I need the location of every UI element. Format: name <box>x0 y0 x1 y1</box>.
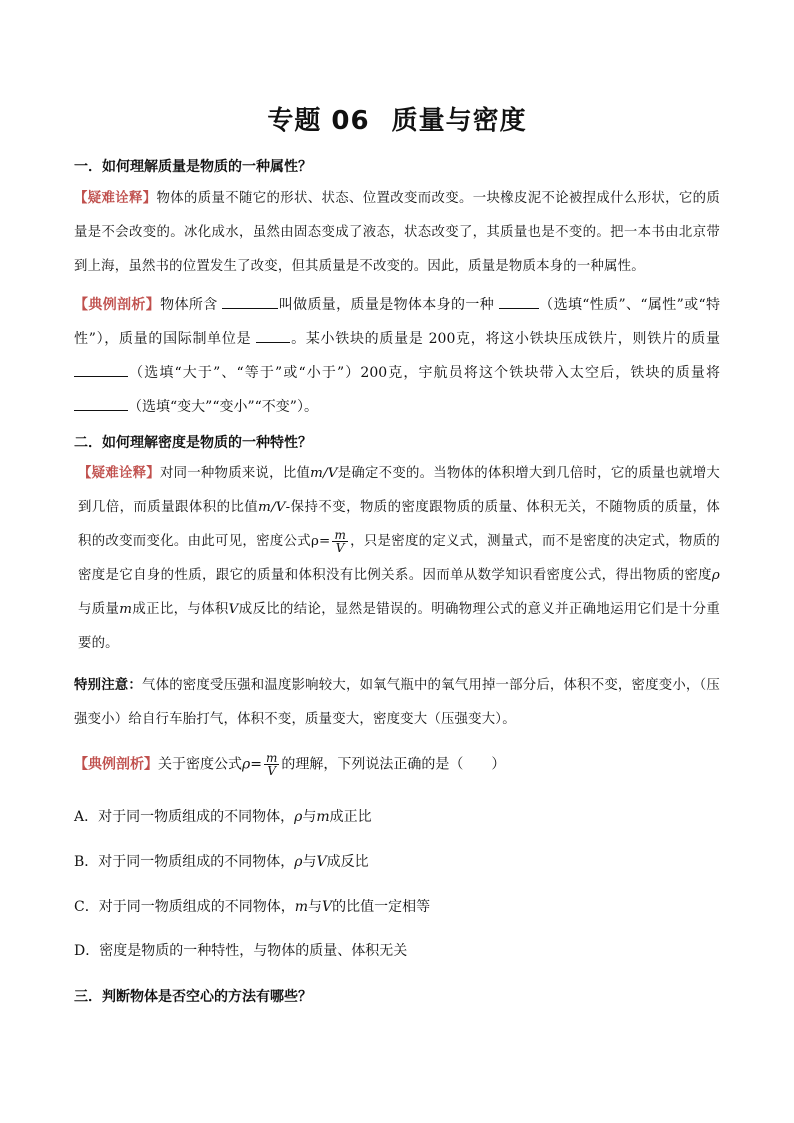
answer-blank[interactable] <box>499 294 539 309</box>
note-text: 气体的密度受压强和温度影响较大，如氧气瓶中的氧气用掉一部分后，体积不变，密度变小，（压强变小）给自行车胎打气，体积不变，质量变大，密度变大（压强变大）。 <box>74 678 721 727</box>
answer-blank[interactable] <box>74 362 128 377</box>
section3-heading: 三．判断物体是否空心的方法有哪些？ <box>74 989 312 1005</box>
density-formula: ρ= $\frac{m}{V}$ <box>310 528 347 555</box>
section1-example: 【典例剖析】物体所含 叫做质量，质量是物体本身的一种 （选填“性质”、“属性”或“特性”），质量的国际制单位是 。某小铁块的质量是 200克，将这小铁块压成铁片，则铁片的质量 （选填“大于”、“等于”或“小于”）200克，宇航员将这个铁块带入太空后，铁块的质量将 （选填“变大”“变小”“不变”）。 <box>74 288 720 424</box>
answer-blank[interactable] <box>74 396 128 411</box>
section2-explanation: 【疑难诠释】对同一种物质来说，比值m/V是确定不变的。当物体的体积增大到几倍时，它的质量也就增大到几倍，而质量跟体积的比值m/V-保持不变，物质的密度跟物质的质量、体积无关，不随物质的质量，体积的改变而变化。由此可见，密度公式ρ= $\frac{m}{V}$ ，只是密度的定义式，测量式，而不是密度的决定式，物质的密度是它自身的性质，跟它的质量和体积没有比例关系。因而单从数学知识看密度公式，得出物质的密度ρ与质量m成正比，与体积V成反比的结论，显然是错误的。明确物理公式的意义并正确地运用它们是十分重要的。 <box>78 465 721 651</box>
option-c[interactable]: C．对于同一物质组成的不同物体，m与V的比值一定相等 <box>74 899 431 915</box>
option-b[interactable]: B．对于同一物质组成的不同物体，ρ与V成反比 <box>74 854 369 870</box>
note-tag: 特别注意： <box>74 678 142 693</box>
section1-heading: 一．如何理解质量是物质的一种属性？ <box>74 159 312 175</box>
special-note <box>74 669 720 737</box>
answer-blank[interactable] <box>222 294 278 309</box>
option-a[interactable]: A．对于同一物质组成的不同物体，ρ与m成正比 <box>74 809 372 825</box>
explanation-tag: 【疑难诠释】 <box>74 190 157 206</box>
option-d[interactable]: D．密度是物质的一种特性，与物体的质量、体积无关 <box>74 943 408 959</box>
example-tag: 【典例剖析】 <box>74 297 161 313</box>
section1-explanation <box>74 181 720 284</box>
title-sub: 质量与密度 <box>391 106 527 136</box>
explanation-text: 物体的质量不随它的形状、状态、位置改变而改变。一块橡皮泥不论被捏成什么形状，它的质量是不会改变的。冰化成水，虽然由固态变成了液态，状态改变了，其质量也是不变的。把一本书由北京带到上海，虽然书的位置发生了改变，但其质量是不改变的。因此，质量是物质本身的一种属性。 <box>74 191 721 274</box>
explanation-tag: 【疑难诠释】 <box>78 465 160 481</box>
answer-blank[interactable] <box>256 328 290 343</box>
page-title <box>0 100 794 137</box>
title-main: 专题 06 <box>267 106 370 136</box>
section2-example-question: 【典例剖析】关于密度公式ρ= $\frac{m}{V}$ 的理解，下列说法正确的是（ ） <box>74 751 506 778</box>
example-tag: 【典例剖析】 <box>74 756 158 773</box>
section2-heading: 二．如何理解密度是物质的一种特性？ <box>74 435 312 451</box>
